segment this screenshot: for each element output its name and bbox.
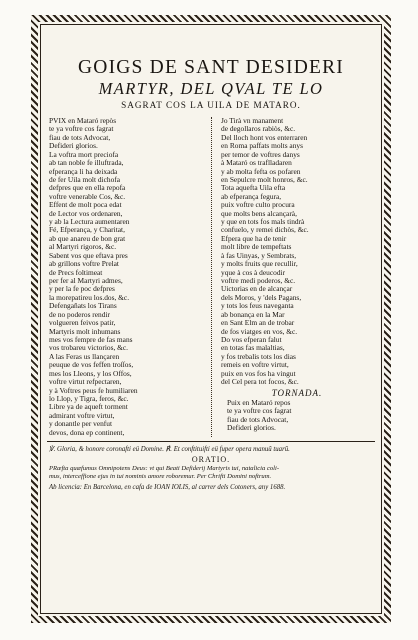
verse-line: A las Feras us llançaren	[49, 351, 120, 361]
tornada-line: te ya voftre cos fagrat	[227, 406, 292, 416]
versicle-response: ℣. Gloria, & honore coronafti eü Domine. ℟. Et conftituifti eü fuper opera manuũ tuarū.	[49, 446, 290, 454]
verse-line: Del lloch hont vos enterraren	[221, 132, 308, 142]
verse-line: voftre virtut refpectaren,	[49, 377, 122, 387]
verse-line: en totas fas malaltias,	[221, 343, 285, 353]
verse-line: fiau de tots Advocat,	[49, 132, 111, 142]
verse-line: per temor de voftres danys	[221, 149, 300, 159]
verse-line: Libre ya de aqueft torment	[49, 402, 128, 412]
verse-line: puix en vos fos ha vingut	[221, 368, 296, 378]
title-line-3: SAGRAT COS LA UILA DE MATARO.	[121, 100, 301, 110]
verse-line: de Lector vos ordenaren,	[49, 208, 123, 218]
verse-line: y ab molta fefta os pofaren	[221, 166, 301, 176]
goigs-sheet	[31, 15, 391, 623]
verse-line: la morepatireu los.dos, &c.	[49, 292, 130, 302]
verse-line: defpres que en ella repofa	[49, 183, 126, 193]
verse-line: del Cel pera tot focos, &c.	[221, 377, 299, 387]
verse-line: Jo Tirà vn manament	[221, 117, 284, 125]
verse-line: Efpera que ha de tenir	[221, 233, 287, 243]
verse-line: de Precs foltimeat	[49, 267, 103, 277]
verse-line: à fas Uinyas, y Sembrats,	[221, 250, 297, 260]
verse-line: mes vos fempre de fas mans	[49, 334, 133, 344]
oratio-line: mus, interceffione ejus in tui nominis amore roboremur. Per Chrifti Domini noftrum.	[49, 473, 272, 481]
verse-line: Martyris molt inhumans	[49, 326, 121, 336]
verse-line: y per la fe poc defpres	[49, 284, 115, 294]
verse-line: de no poderos rendir	[49, 309, 110, 319]
verse-line: ab efperança fegura,	[221, 191, 282, 201]
verse-line: y que en tots fos mals tindrà	[221, 217, 305, 227]
verse-line: Fé, Efperança, y Charitat,	[49, 225, 125, 235]
verse-line: PVIX en Mataró repòs	[49, 117, 117, 125]
verse-line: efperança li ha deixada	[49, 166, 118, 176]
verse-line: admirant voftre virtut,	[49, 410, 115, 420]
verse-line: en Sepulcre molt honros, &c.	[221, 174, 308, 184]
verse-line: de fer Uila molt dichofa	[49, 174, 121, 184]
verse-line: y ab la Lectura aumentaren	[49, 217, 130, 227]
imprint-line: Ab licencia: En Barcelona, en cafa de IOAN IOLIS, al carrer dels Cotoners, any 1688.	[49, 484, 286, 492]
tornada-line: Defideri glorios.	[227, 423, 276, 433]
verse-line: lo Llop, y Tigra, feros, &c.	[49, 393, 129, 403]
verse-line: Defengañats los Tirans	[49, 301, 117, 311]
verse-line: voftre medi poderos, &c.	[221, 276, 296, 286]
verse-line: y à Voftres peus fe humiliaren	[49, 385, 138, 395]
verse-line: mes los Lleons, y los Offos,	[49, 368, 132, 378]
verse-line: en Roma paffats molts anys	[221, 141, 303, 151]
verse-line: ab bonança en la Mar	[221, 309, 285, 319]
verse-line: y donantle per venfut	[49, 419, 113, 429]
verse-line: de degollaros rabiòs, &c.	[221, 124, 296, 134]
verse-line: à Mataró os traflladaren	[221, 158, 292, 168]
verse-line: Tota aquefta Uila efta	[221, 183, 286, 193]
left-column	[49, 117, 201, 437]
verse-line: per fer al Martyri admes,	[49, 276, 123, 286]
verse-columns	[45, 117, 377, 437]
verse-line: de fos viatges en vos, &c.	[221, 326, 298, 336]
verse-line: Sabent vos que eftava pres	[49, 250, 128, 260]
tornada-line: fiau de tots Advocat,	[227, 414, 289, 424]
verse-line: molt libre de tempeftats	[221, 242, 292, 252]
verse-line: y fos trebalis tots los dias	[221, 351, 296, 361]
verse-line: Defideri glorios.	[49, 141, 98, 151]
verse-line: ab grillons voftre Prelat	[49, 259, 119, 269]
verse-line: ab que anareu de bon grat	[49, 233, 126, 243]
verse-line: volgueren feivos patir,	[49, 318, 116, 328]
verse-line: voftre venerable Cos, &c.	[49, 191, 126, 201]
verse-line: que molts bens alcançarà,	[221, 208, 297, 218]
verse-line: Do vos efperan falut	[221, 334, 282, 344]
title-line-2: MARTYR, DEL QVAL TE LO	[98, 79, 324, 98]
right-column	[221, 117, 373, 437]
tornada-heading: TORNADA.	[271, 387, 323, 398]
verse-line: ab tan noble fe illuftrada,	[49, 158, 124, 168]
oratio-heading: ORATIO.	[191, 455, 231, 465]
verse-line: dels Moros, y 'dels Pagans,	[221, 292, 302, 302]
verse-line: y molts fruits que recullir,	[221, 259, 298, 269]
document-content	[45, 31, 377, 609]
verse-line: puix voftre culto procura	[221, 200, 295, 210]
verse-line: y tots los feus naveganta	[221, 301, 294, 311]
verse-line: remeis en voftre virtut,	[221, 360, 289, 370]
verse-line: La voftra mort preciofa	[49, 149, 119, 159]
column-divider	[211, 117, 212, 437]
oratio-line: PRæfta quæfumus Omnipotens Deus: vt qui Beati Defiderij Martyris tui, natalicia coli-	[49, 465, 280, 473]
verse-line: Uictorias en de alcançar	[221, 284, 293, 294]
title-line-1: GOIGS DE SANT DESIDERI	[78, 57, 344, 78]
verse-line: te ya voftre cos fagrat	[49, 124, 114, 134]
verse-line: peuque de vos feffen troſſos,	[49, 360, 134, 370]
verse-line: Effent de molt poca edat	[49, 200, 122, 210]
verse-line: devos, dona ep continent,	[49, 427, 125, 437]
tornada-line: Puix en Mataró repos	[227, 397, 291, 407]
separator-rule	[47, 441, 375, 442]
verse-line: vos trobareu victorios, &c.	[49, 343, 129, 353]
verse-line: en Sant Elm an de trobar	[221, 318, 295, 328]
verse-line: confuelo, y remei dichòs, &c.	[221, 225, 309, 235]
verse-line: yque à cos à deucodir	[221, 267, 286, 277]
verse-line: al Martyri rigoros, &c.	[49, 242, 117, 252]
